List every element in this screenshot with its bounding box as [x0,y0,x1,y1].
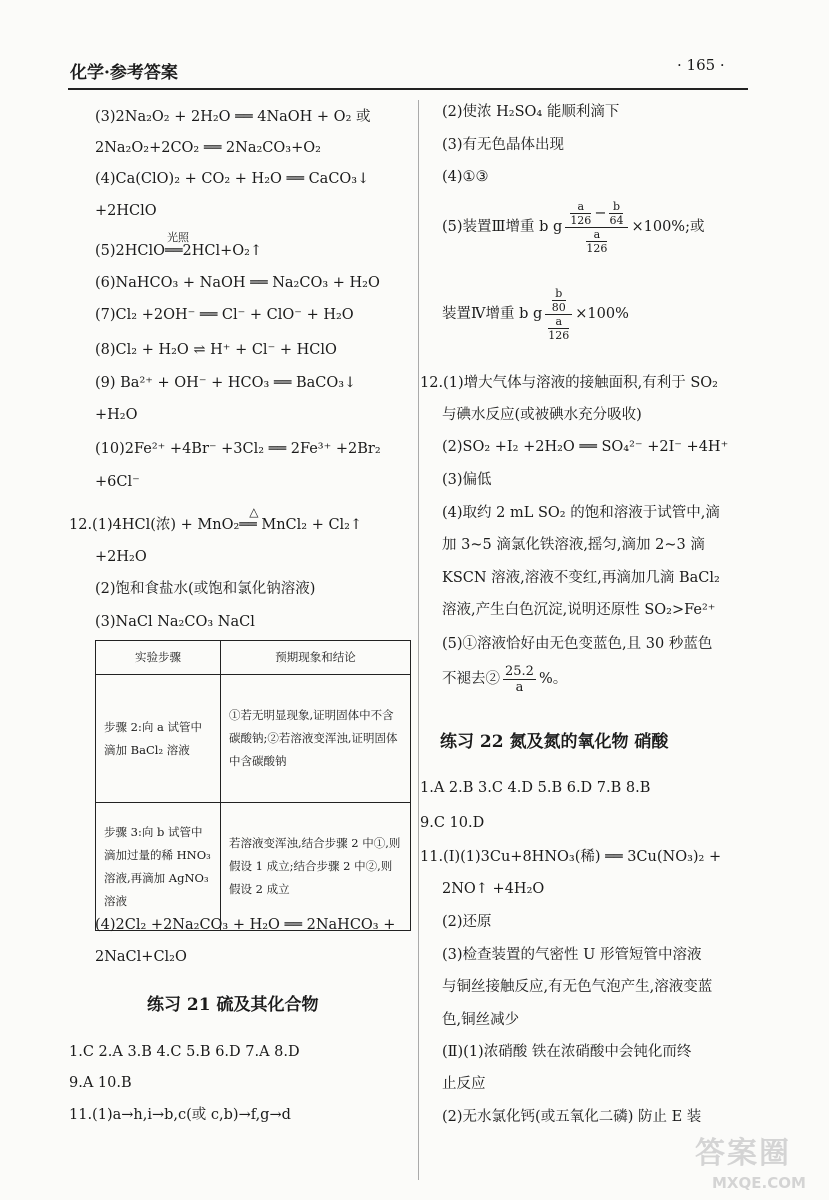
fraction [548,316,569,341]
fraction [565,201,628,254]
table-header-row [96,641,411,675]
fraction-denominator: 126 [570,214,592,227]
answer-line: (2)使浓 H₂SO₄ 能顺利滴下 [442,104,620,120]
answer-line [95,231,263,259]
fraction-denominator: 64 [609,214,624,227]
condition-text: △ [249,505,259,519]
answer-line: (9) Ba²⁺ + OH⁻ + HCO₃ ══ BaCO₃↓ [95,375,357,391]
answer-line: (6)NaHCO₃ + NaOH ══ Na₂CO₃ + H₂O [95,275,380,291]
answer-line: +6Cl⁻ [95,474,140,490]
table-row [96,803,411,931]
answer-line [442,201,704,254]
equation-text: 不褪去② [442,671,500,688]
answer-line: 止反应 [442,1076,486,1092]
answer-line: (8)Cl₂ + H₂O ⇌ H⁺ + Cl⁻ + HClO [95,342,337,358]
table-cell: ①若无明显现象,证明固体中不含碳酸钠;②若溶液变浑浊,证明固体中含碳酸钠 [221,675,411,803]
answer-line [442,665,567,694]
answer-line: (4)Ca(ClO)₂ + CO₂ + H₂O ══ CaCO₃↓ [95,171,370,187]
answer-line: (4)①③ [442,169,489,185]
fraction-denominator [565,228,628,254]
answer-line: (3)有无色晶体出现 [442,137,565,153]
header-title: 化学·参考答案 [70,63,178,83]
answer-line: 加 3~5 滴氯化铁溶液,摇匀,滴加 2~3 滴 [442,537,705,553]
answer-line: 1.C 2.A 3.B 4.C 5.B 6.D 7.A 8.D [69,1044,300,1060]
answer-line: (5)①溶液恰好由无色变蓝色,且 30 秒蓝色 [442,636,713,652]
table-cell: 若溶液变浑浊,结合步骤 2 中①,则假设 1 成立;结合步骤 2 中②,则假设 2 成立 [221,803,411,931]
fraction [609,201,623,226]
fraction-denominator: 126 [548,329,570,342]
fraction-numerator [545,288,572,315]
answer-line: 12.(1)增大气体与溶液的接触面积,有利于 SO₂ [420,375,718,391]
equation-text: ══2HCl+O₂↑ [165,243,263,259]
equation-text: 装置Ⅳ增重 b g [442,306,543,323]
answer-line: (2)SO₂ +I₂ +2H₂O ══ SO₄²⁻ +2I⁻ +4H⁺ [442,439,729,455]
answer-line: +2H₂O [95,549,147,565]
fraction-denominator: 126 [586,242,608,255]
fraction [552,288,566,313]
fraction-numerator: a [586,229,607,242]
fraction [570,201,591,226]
table-cell: 步骤 3:向 b 试管中滴加过量的稀 HNO₃ 溶液,再滴加 AgNO₃ 溶液 [96,803,221,931]
answer-line: +2HClO [95,203,157,219]
answer-line: 溶液,产生白色沉淀,说明还原性 SO₂>Fe²⁺ [442,602,716,618]
answer-line: 11.(Ⅰ)(1)3Cu+8HNO₃(稀) ══ 3Cu(NO₃)₂ + [420,849,722,865]
answer-line: (10)2Fe²⁺ +4Br⁻ +3Cl₂ ══ 2Fe³⁺ +2Br₂ [95,441,381,457]
fraction [586,229,607,254]
equation-text: ══ MnCl₂ + Cl₂↑ [239,517,363,533]
table-row [96,675,411,803]
answer-line: (2)还原 [442,914,492,930]
watermark-url: MXQE.COM [712,1174,806,1192]
answer-line [69,505,363,533]
answer-line: (2)饱和食盐水(或饱和氯化钠溶液) [95,581,316,597]
column-divider [418,100,419,1180]
answer-line: 与铜丝接触反应,有无色气泡产生,溶液变蓝 [442,979,713,995]
page-number: · 165 · [677,56,725,74]
answer-line: (Ⅱ)(1)浓硝酸 铁在浓硝酸中会钝化而终 [442,1044,692,1060]
section-title: 练习 21 硫及其化合物 [147,995,319,1015]
answer-line: (4)取约 2 mL SO₂ 的饱和溶液于试管中,滴 [442,505,720,521]
equation-text: ×100%;或 [631,219,705,236]
answer-line: 2Na₂O₂+2CO₂ ══ 2Na₂CO₃+O₂ [95,140,321,156]
fraction-denominator: 80 [551,301,566,314]
equation-text: (5)装置Ⅲ增重 b g [442,219,563,236]
answer-line: 色,铜丝减少 [442,1012,520,1028]
table-cell: 步骤 2:向 a 试管中滴加 BaCl₂ 溶液 [96,675,221,803]
table-header: 预期现象和结论 [221,641,411,675]
fraction-numerator: a [570,201,591,214]
section-title: 练习 22 氮及氮的氧化物 硝酸 [440,732,669,752]
answer-line: 2NO↑ +4H₂O [442,881,545,897]
answer-line: 9.C 10.D [420,815,485,831]
answer-line: (3)NaCl Na₂CO₃ NaCl [95,614,255,630]
answer-line: +H₂O [95,407,138,423]
condition-arrow [165,231,263,259]
answer-line: (3)2Na₂O₂ + 2H₂O ══ 4NaOH + O₂ 或 [95,109,371,125]
equation-text: (5)2HClO [95,243,166,259]
answer-line: 9.A 10.B [69,1075,132,1091]
condition-text: 光照 [167,231,190,244]
watermark-logo: 答案圈 [695,1136,791,1171]
experiment-table [95,640,411,931]
fraction [545,288,572,341]
answer-line: (3)检查装置的气密性 U 形管短管中溶液 [442,947,702,963]
fraction-denominator: a [515,680,524,695]
fraction-numerator: a [548,316,569,329]
answer-line: KSCN 溶液,溶液不变红,再滴加几滴 BaCl₂ [442,570,720,586]
answer-line: 11.(1)a→h,i→b,c(或 c,b)→f,g→d [69,1107,291,1123]
answer-line: (2)无水氯化钙(或五氧化二磷) 防止 E 装 [442,1109,702,1125]
fraction [503,665,536,694]
fraction-numerator: $\frac{a}{126}$ − $\frac{b}{64}$ [565,201,628,228]
fraction-numerator: b [609,201,623,214]
equation-text: ×100% [575,306,629,323]
answer-line [442,288,629,341]
answer-line: (7)Cl₂ +2OH⁻ ══ Cl⁻ + ClO⁻ + H₂O [95,307,354,323]
equation-text: 12.(1)4HCl(浓) + MnO₂ [69,517,240,533]
answer-line: (3)偏低 [442,472,492,488]
fraction-denominator [545,315,572,341]
table-header: 实验步骤 [96,641,221,675]
condition-arrow [239,505,363,533]
fraction-numerator: b [552,288,566,301]
answer-line: 2NaCl+Cl₂O [95,949,187,965]
header-rule [68,88,748,90]
answer-line: (4)2Cl₂ +2Na₂CO₃ + H₂O ══ 2NaHCO₃ + [95,917,396,933]
fraction-numerator: 25.2 [505,664,534,679]
equation-text: %。 [538,671,568,688]
answer-line: 与碘水反应(或被碘水充分吸收) [442,407,642,423]
answer-line: 1.A 2.B 3.C 4.D 5.B 6.D 7.B 8.B [420,780,651,796]
